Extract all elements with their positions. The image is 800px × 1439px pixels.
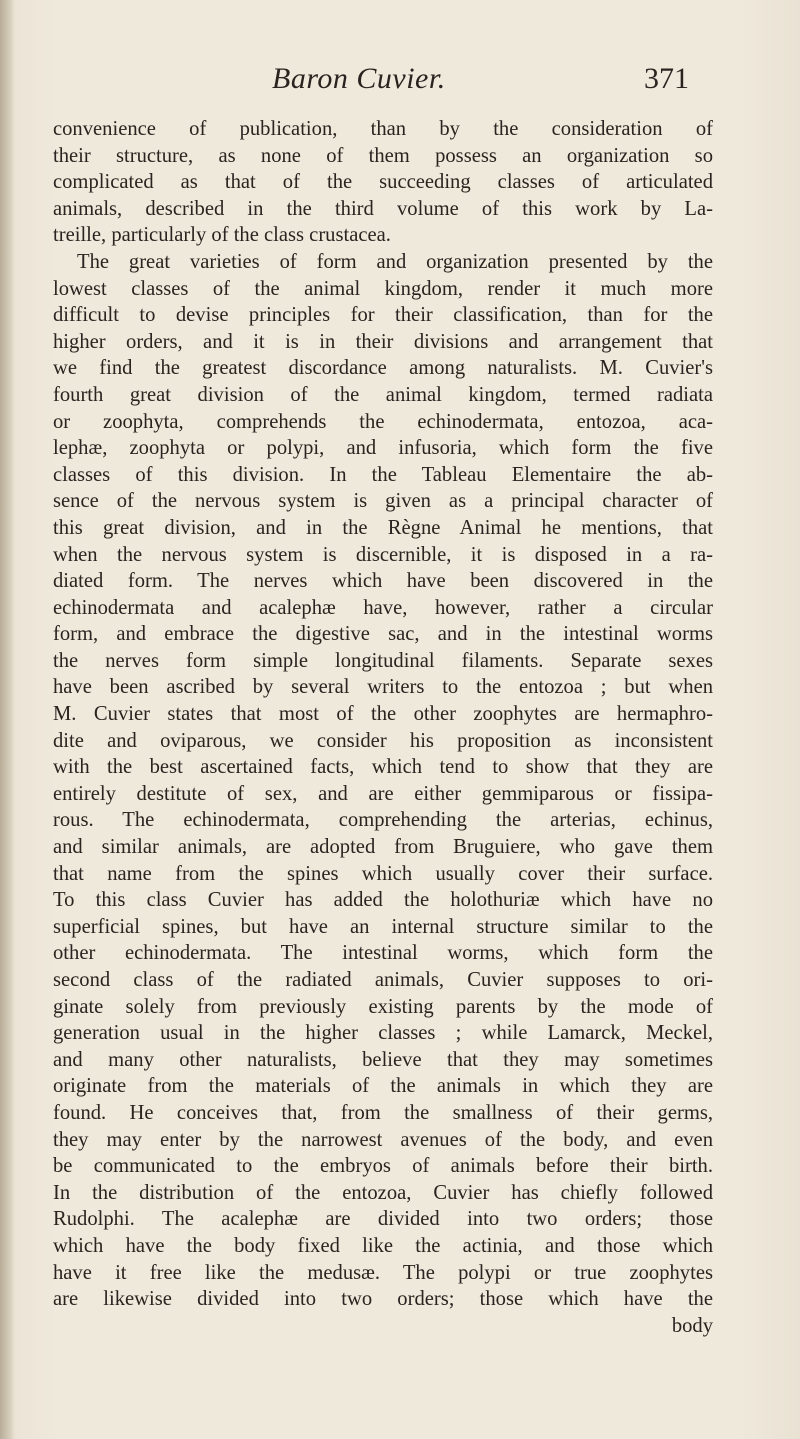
text-line: classes of this division. In the Tableau Elementaire the ab- [53,463,713,486]
page-gutter-shadow [0,0,14,1439]
text-line: form, and embrace the digestive sac, and in the intestinal worms [53,623,713,646]
text-line: convenience of publication, than by the consideration of [53,118,713,140]
text-line: diated form. The nerves which have been discovered in the [53,570,713,593]
text-line: have it free like the medusæ. The polypi or true zoophytes [53,1261,713,1284]
text-line: have been ascribed by several writers to the entozoa ; but when [53,676,713,699]
text-line: lephæ, zoophyta or polypi, and infusoria, which form the five [53,437,713,460]
text-line: are likewise divided into two orders; those which have the [53,1288,713,1311]
text-line: their structure, as none of them possess an organization so [53,144,713,167]
text-line: be communicated to the embryos of animals before their birth. [53,1155,713,1178]
text-line: The great varieties of form and organization presented by the [77,250,713,273]
text-line: echinodermata and acalephæ have, however, rather a circular [53,596,713,619]
text-line: with the best ascertained facts, which tend to show that they are [53,756,713,779]
running-title: Baron Cuvier. [272,62,446,95]
text-line: or zoophyta, comprehends the echinodermata, entozoa, aca- [53,410,713,433]
page-number: 371 [644,62,689,95]
text-line: entirely destitute of sex, and are either gemmiparous or fissipa- [53,782,713,805]
text-line: complicated as that of the succeeding classes of articulated [53,171,713,194]
text-line: rous. The echinodermata, comprehending the arterias, echinus, [53,809,713,832]
text-line: they may enter by the narrowest avenues of the body, and even [53,1128,713,1151]
text-line: higher orders, and it is in their divisions and arrangement that [53,330,713,353]
text-line: To this class Cuvier has added the holothuriæ which have no [53,889,713,912]
text-line: when the nervous system is discernible, it is disposed in a ra- [53,543,713,566]
text-line: the nerves form simple longitudinal filaments. Separate sexes [53,649,713,672]
text-line: originate from the materials of the animals in which they are [53,1075,713,1098]
text-line: we find the greatest discordance among naturalists. M. Cuvier's [53,357,713,380]
text-line: generation usual in the higher classes ; while Lamarck, Meckel, [53,1022,713,1045]
text-line: In the distribution of the entozoa, Cuvier has chiefly followed [53,1181,713,1204]
text-line: this great division, and in the Règne Animal he mentions, that [53,516,713,539]
text-line: found. He conceives that, from the smallness of their germs, [53,1101,713,1124]
text-line: M. Cuvier states that most of the other zoophytes are hermaphro- [53,703,713,726]
text-line: which have the body fixed like the actinia, and those which [53,1234,713,1257]
text-line: that name from the spines which usually cover their surface. [53,862,713,885]
text-line: ginate solely from previously existing parents by the mode of [53,995,713,1018]
text-line: Rudolphi. The acalephæ are divided into two orders; those [53,1208,713,1231]
body-text [53,116,713,1339]
text-line: lowest classes of the animal kingdom, render it much more [53,277,713,300]
text-line: treille, particularly of the class crustacea. [53,224,391,247]
running-head [0,62,800,102]
text-line: other echinodermata. The intestinal worms, which form the [53,942,713,965]
text-line: second class of the radiated animals, Cuvier supposes to ori- [53,969,713,991]
text-line: and many other naturalists, believe that they may sometimes [53,1048,713,1071]
text-line: fourth great division of the animal kingdom, termed radiata [53,383,713,406]
text-line: dite and oviparous, we consider his proposition as inconsistent [53,729,713,752]
text-line: sence of the nervous system is given as a principal character of [53,490,713,513]
catchword: body [671,1314,713,1337]
text-line: animals, described in the third volume of this work by La- [53,197,713,220]
text-line: difficult to devise principles for their classification, than for the [53,304,713,327]
text-line: and similar animals, are adopted from Bruguiere, who gave them [53,836,713,859]
text-line: superficial spines, but have an internal structure similar to the [53,915,713,938]
